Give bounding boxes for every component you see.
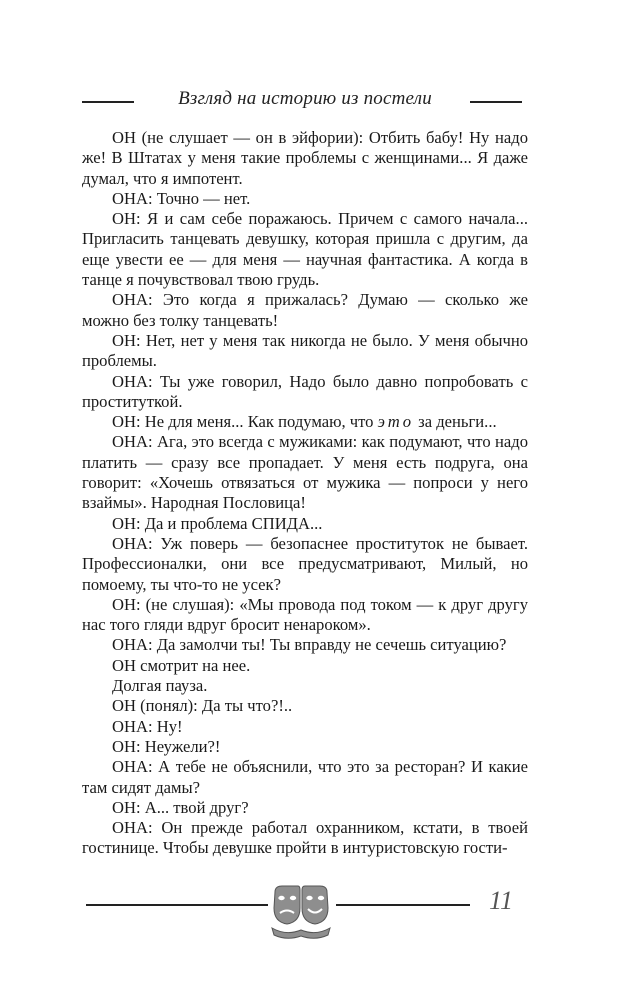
- footer-rule-left: [86, 904, 268, 906]
- paragraph: ОНА: Он прежде работал охранником, кстати, в твоей гостинице. Чтобы девушке пройти в интуристовскую гости-: [82, 818, 528, 858]
- paragraph-text: ОН: Не для меня... Как подумаю, что: [112, 412, 378, 432]
- page-number: 11: [488, 886, 514, 915]
- paragraph: ОН: Да и проблема СПИДА...: [112, 513, 323, 533]
- paragraph: Долгая пауза.: [112, 676, 208, 696]
- theatre-masks-icon: [268, 882, 334, 942]
- paragraph: ОНА: А тебе не объяснили, что это за ресторан? И какие там сидят дамы?: [82, 757, 528, 797]
- paragraph: ОН (не слушает — он в эйфории): Отбить бабу! Ну надо же! В Штатах у меня такие проблемы с женщинами... Я даже думал, что я импотент.: [82, 128, 528, 188]
- paragraph: ОНА: Да замолчи ты! Ты вправду не сечешь ситуацию?: [112, 635, 507, 655]
- paragraph: ОНА: Точно — нет.: [112, 188, 251, 208]
- paragraph: ОН: Неужели?!: [112, 736, 221, 756]
- header-rule-left: [82, 101, 134, 103]
- paragraph: ОНА: Уж поверь — безопаснее проституток не бывает. Профессионалки, они все предусматривают, Милый, но помоему, ты что-то не усек?: [82, 533, 528, 594]
- paragraph: ОН: Нет, нет у меня так никогда не было. У меня обычно проблемы.: [82, 330, 528, 371]
- paragraph: ОН (понял): Да ты что?!..: [112, 696, 293, 716]
- paragraph: ОН смотрит на нее.: [112, 655, 251, 675]
- paragraph: ОН: Я и сам себе поражаюсь. Причем с самого начала... Пригласить танцевать девушку, которая пришла с другим, да еще увести ее — для меня — научная фантастика. А когда в танце я почувствовал твою грудь.: [82, 209, 528, 290]
- paragraph: ОН: (не слушая): «Мы провода под током — к друг другу нас того гляди вдруг бросит ненароком».: [82, 594, 528, 635]
- paragraph: ОНА: Ага, это всегда с мужиками: как подумают, что надо платить — сразу все пропадает. У меня есть подруга, она говорит: «Хочешь отвязаться от мужика — попроси у него взаймы». Народная Пословица!: [82, 432, 528, 513]
- paragraph: ОН: А... твой друг?: [112, 797, 249, 817]
- header-rule-right: [470, 101, 522, 103]
- paragraph: ОНА: Ты уже говорил, Надо было давно попробовать с проституткой.: [82, 371, 528, 411]
- running-header: [0, 88, 620, 114]
- running-title: Взгляд на историю из постели: [178, 88, 432, 109]
- emphasized-word: это: [377, 412, 415, 432]
- page-footer: [0, 880, 620, 950]
- paragraph: [82, 412, 528, 432]
- paragraph: ОНА: Ну!: [112, 716, 183, 736]
- footer-rule-right: [336, 904, 470, 906]
- paragraph: ОНА: Это когда я прижалась? Думаю — сколько же можно без толку танцевать!: [82, 290, 528, 330]
- body-text: [82, 128, 528, 859]
- paragraph-text: за деньги...: [414, 412, 497, 432]
